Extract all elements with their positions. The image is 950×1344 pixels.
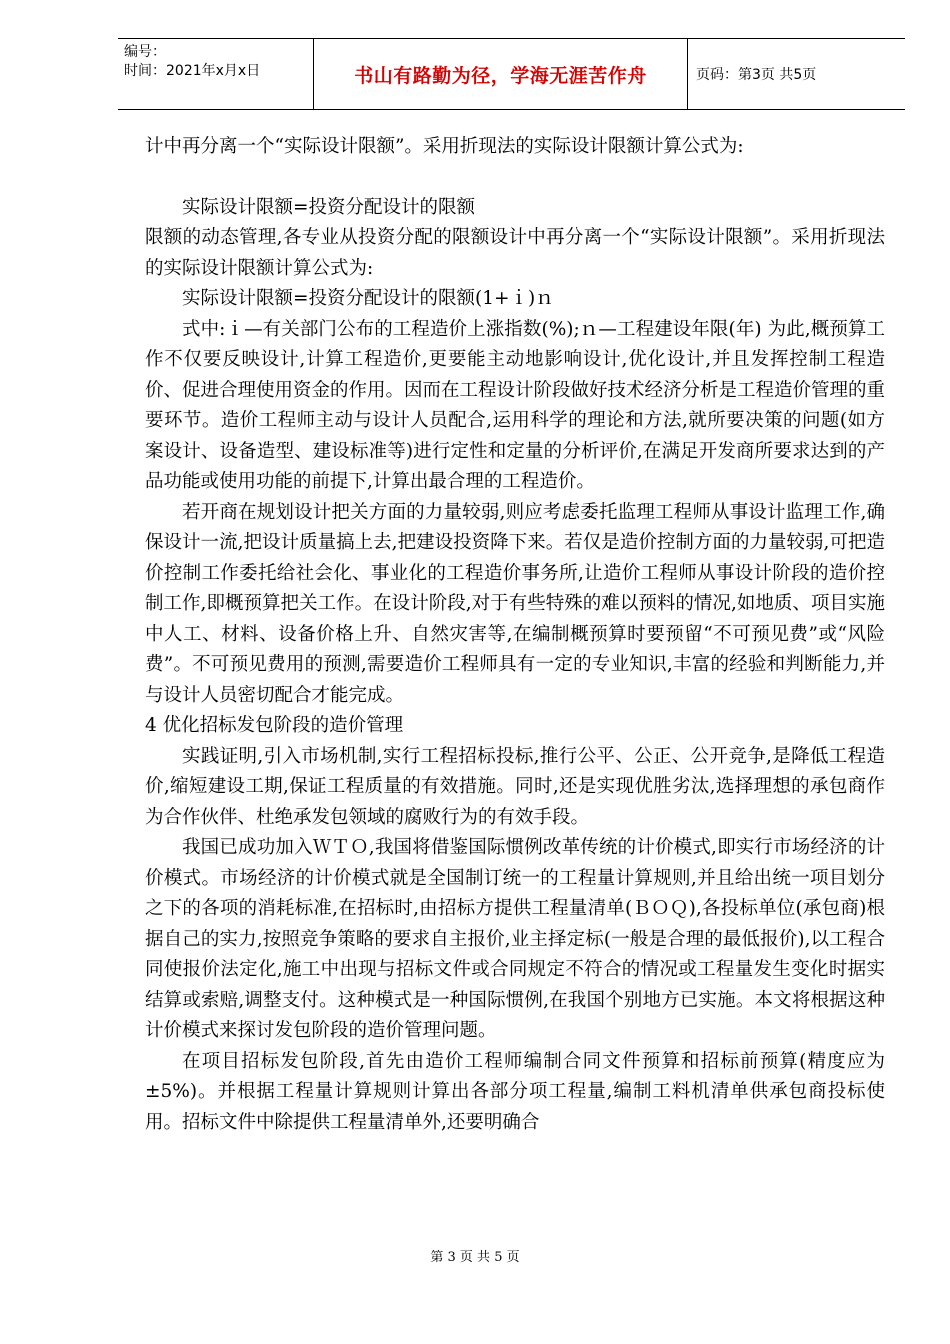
- header-page-number: 页码：第3页 共5页: [696, 67, 817, 83]
- formula-line: 实际设计限额=投资分配设计的限额: [182, 196, 476, 218]
- header-meta: [118, 39, 314, 109]
- header-slogan: 书山有路勤为径，学海无涯苦作舟: [314, 39, 688, 109]
- paragraph: 计中再分离一个“实际设计限额”。采用折现法的实际设计限额计算公式为:: [145, 136, 744, 157]
- document-code-label: 编号：: [124, 44, 166, 60]
- section-heading: 4 优化招标发包阶段的造价管理: [145, 715, 404, 736]
- paragraph: 在项目招标发包阶段,首先由造价工程师编制合同文件预算和招标前预算(精度应为±5%)。并根据工程量计算规则计算出各部分项工程量,编制工料机清单供承包商投标使用。招标文件中除提供工程量清单外,还要明确合: [145, 1050, 885, 1133]
- page-header: [118, 38, 905, 110]
- document-body: [145, 132, 885, 1138]
- paragraph: 我国已成功加入ＷＴＯ,我国将借鉴国际惯例改革传统的计价模式,即实行市场经济的计价模式。市场经济的计价模式就是全国制订统一的工程量计算规则,并且给出统一项目划分之下的各项的消耗标准,在招标时,由招标方提供工程量清单(ＢＯＱ),各投标单位(承包商)根据自己的实力,按照竞争策略的要求自主报价,业主择定标(一般是合理的最低报价),以工程合同使报价法定化,施工中出现与招标文件或合同规定不符合的情况或工程量发生变化时据实结算或索赔,调整支付。这种模式是一种国际惯例,在我国个别地方已实施。本文将根据这种计价模式来探讨发包阶段的造价管理问题。: [145, 837, 885, 1041]
- formula-line: 实际设计限额=投资分配设计的限额(1+ｉ)ｎ: [182, 288, 554, 309]
- paragraph: 限额的动态管理,各专业从投资分配的限额设计中再分离一个“实际设计限额”。采用折现法的实际设计限额计算公式为:: [145, 227, 885, 279]
- document-time-label: 时间：2021年x月x日: [124, 63, 261, 79]
- paragraph: 实践证明,引入市场机制,实行工程招标投标,推行公平、公正、公开竞争,是降低工程造价,缩短建设工期,保证工程质量的有效措施。同时,还是实现优胜劣汰,选择理想的承包商作为合作伙伴、杜绝承发包领域的腐败行为的有效手段。: [145, 745, 885, 828]
- paragraph: 若开商在规划设计把关方面的力量较弱,则应考虑委托监理工程师从事设计监理工作,确保设计一流,把设计质量搞上去,把建设投资降下来。若仅是造价控制方面的力量较弱,可把造价控制工作委托给社会化、事业化的工程造价事务所,让造价工程师从事设计阶段的造价控制工作,即概预算把关工作。在设计阶段,对于有些特殊的难以预料的情况,如地质、项目实施中人工、材料、设备价格上升、自然灾害等,在编制概预算时要预留“不可预见费”或“风险费”。不可预见费用的预测,需要造价工程师具有一定的专业知识,丰富的经验和判断能力,并与设计人员密切配合才能完成。: [145, 501, 885, 706]
- page-footer: 第 3 页 共 5 页: [430, 1250, 520, 1265]
- paragraph: 式中:ｉ—有关部门公布的工程造价上涨指数(%);ｎ—工程建设年限(年) 为此,概预算工作不仅要反映设计,计算工程造价,更要能主动地影响设计,优化设计,并且发挥控制工程造价、促进合理使用资金的作用。因而在工程设计阶段做好技术经济分析是工程造价管理的重要环节。造价工程师主动与设计人员配合,运用科学的理论和方法,就所要决策的问题(如方案设计、设备造型、建设标准等)进行定性和定量的分析评价,在满足开发商所要求达到的产品功能或使用功能的前提下,计算出最合理的工程造价。: [145, 318, 886, 492]
- blank-line: [145, 163, 885, 193]
